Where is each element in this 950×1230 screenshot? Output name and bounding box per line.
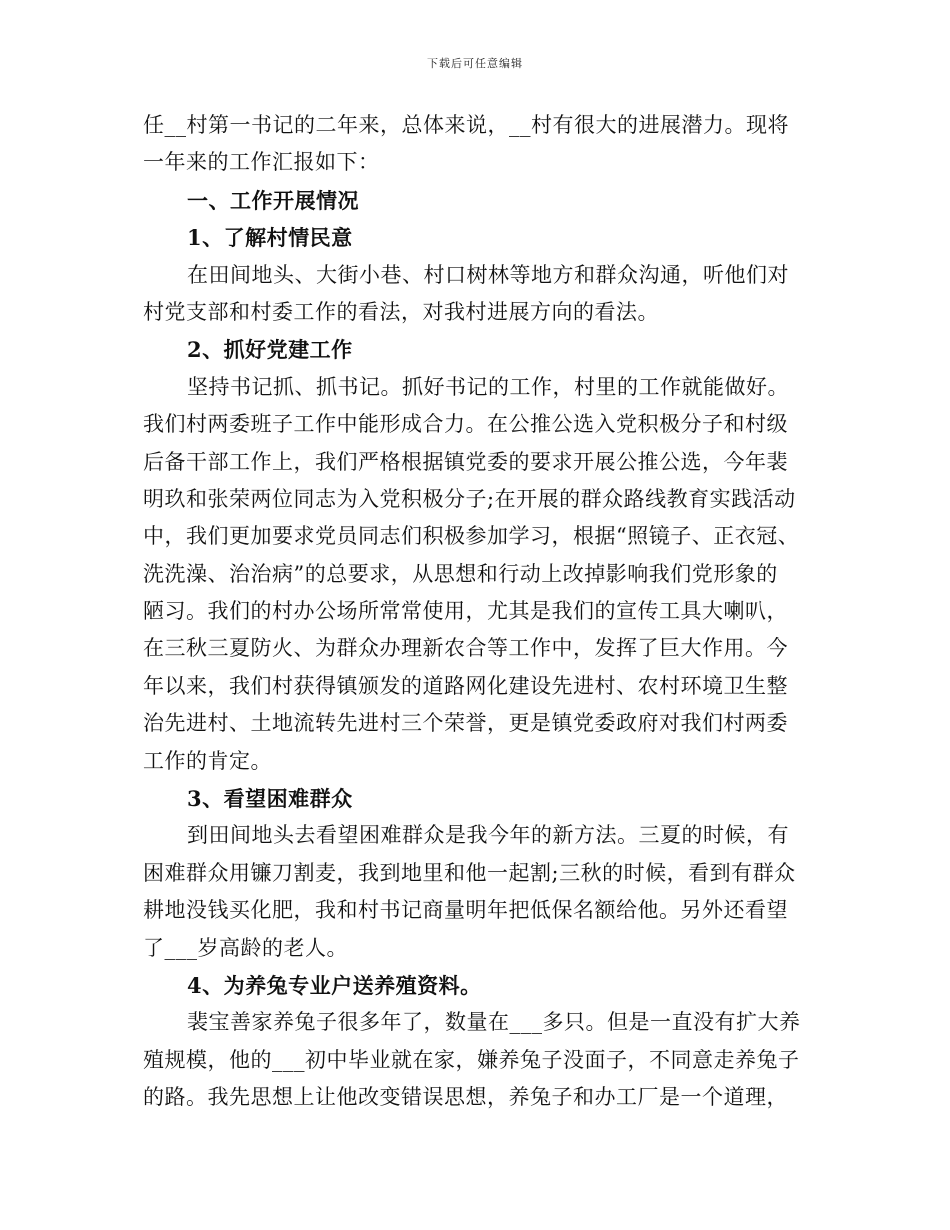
text-line: 工作的肯定。 — [143, 748, 272, 773]
text-line: 在田间地头、大街小巷、村口树林等地方和群众沟通，听他们对 — [187, 262, 789, 287]
text-line: 洗洗澡、治治病”的总要求，从思想和行动上改掉影响我们党形象的 — [143, 561, 778, 586]
text-line: 中，我们更加要求党员同志们积极参加学习，根据“照镜子、正衣冠、 — [143, 524, 800, 549]
text-line: 在三秋三夏防火、为群众办理新农合等工作中，发挥了巨大作用。今 — [143, 636, 788, 661]
text-line: 村党支部和村委工作的看法，对我村进展方向的看法。 — [143, 299, 659, 324]
section-heading: 2、抓好党建工作 — [187, 337, 353, 363]
text-line: 裴宝善家养兔子很多年了，数量在___多只。但是一直没有扩大养 — [187, 1010, 801, 1035]
text-line: 耕地没钱买化肥，我和村书记商量明年把低保名额给他。另外还看望 — [143, 898, 788, 923]
section-heading: 3、看望困难群众 — [187, 786, 353, 812]
text-line: 后备干部工作上，我们严格根据镇党委的要求开展公推公选，今年裴 — [143, 449, 788, 474]
text-line: 明玖和张荣两位同志为入党积极分子;在开展的群众路线教育实践活动 — [143, 486, 796, 511]
text-line: 困难群众用镰刀割麦，我到地里和他一起割;三秋的时候，看到有群众 — [143, 860, 796, 885]
page-header: 下载后可任意编辑 — [427, 57, 523, 70]
text-line: 坚持书记抓、抓书记。抓好书记的工作，村里的工作就能做好。 — [187, 374, 789, 399]
text-line: 治先进村、土地流转先进村三个荣誉，更是镇党委政府对我们村两委 — [143, 711, 788, 736]
text-line: 任__村第一书记的二年来，总体来说，__村有很大的进展潜力。现将 — [143, 113, 789, 137]
text-line: 到田间地头去看望困难群众是我今年的新方法。三夏的时候，有 — [187, 823, 789, 848]
text-line: 殖规模，他的___初中毕业就在家，嫌养兔子没面子，不同意走养兔子 — [143, 1047, 800, 1072]
section-heading: 4、为养兔专业户送养殖资料。 — [187, 972, 482, 998]
text-line: 我们村两委班子工作中能形成合力。在公推公选入党积极分子和村级 — [143, 412, 788, 437]
document-body — [143, 107, 808, 1117]
section-heading: 一、工作开展情况 — [187, 187, 359, 213]
text-line: 的路。我先思想上让他改变错误思想，养兔子和办工厂是一个道理， — [143, 1085, 788, 1110]
text-line: 年以来，我们村获得镇颁发的道路网化建设先进村、农村环境卫生整 — [143, 673, 788, 698]
text-line: 一年来的工作汇报如下： — [143, 150, 380, 175]
text-line: 了___岁高龄的老人。 — [143, 935, 348, 960]
text-line: 陋习。我们的村办公场所常常使用，尤其是我们的宣传工具大喇叭， — [143, 599, 788, 624]
section-heading: 1、了解村情民意 — [187, 225, 353, 251]
